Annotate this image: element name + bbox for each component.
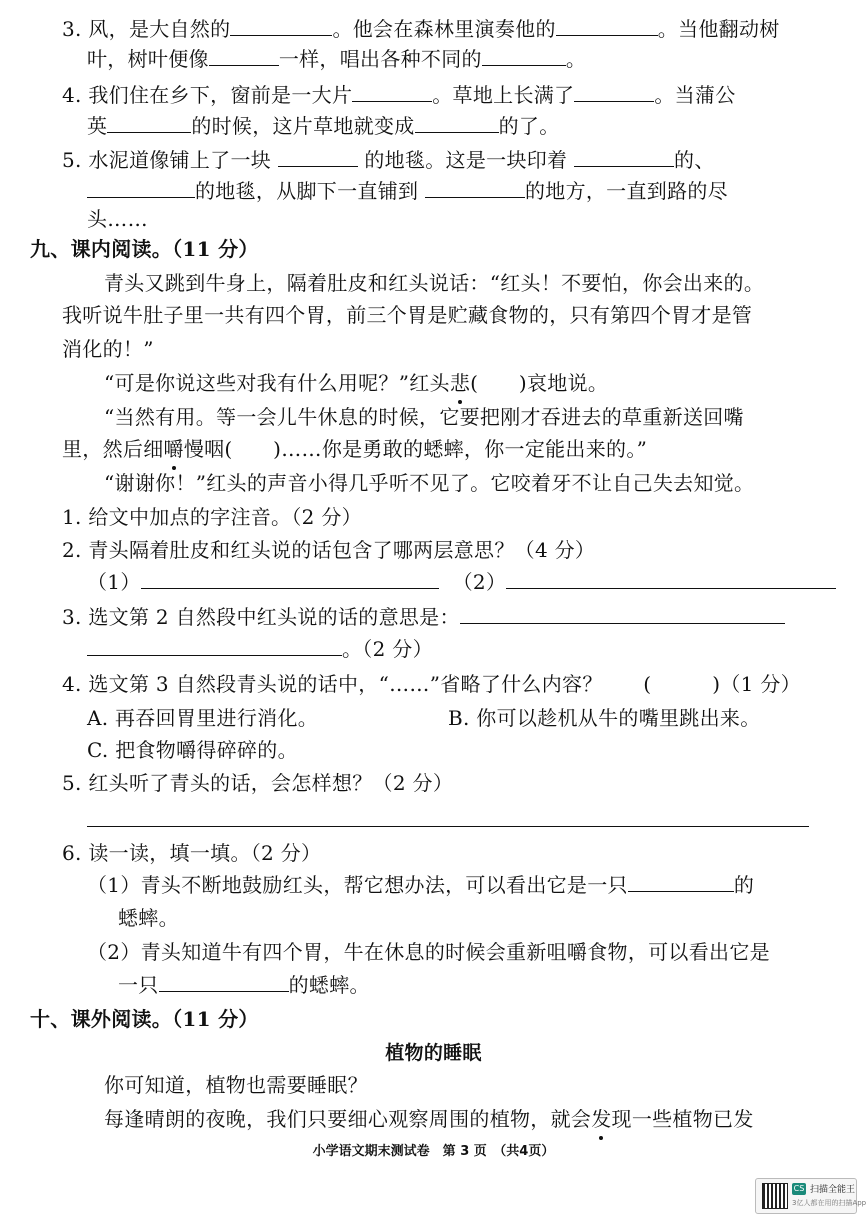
passage-line: 你可知道，植物也需要睡眠？ [104,1073,368,1097]
passage-line: 我听说牛肚子里一共有四个胃，前三个胃是贮藏食物的，只有第四个胃才是管 [62,303,753,327]
text: 3. 风，是大自然的 [62,17,231,41]
passage-line: “当然有用。等一会儿牛休息的时候，它要把刚才吞进去的草重新送回嘴 [104,405,744,429]
q8-item3-line1 [62,14,867,44]
dotted-char: 嚼 [164,434,184,464]
text: 。 [565,47,587,71]
text: 叶，树叶便像 [87,47,209,71]
question-6-1 [87,870,867,900]
passage-line [104,368,867,398]
passage-line: 消化的！” [62,337,154,361]
text: ( )哀地说。 [470,371,609,395]
text: 的地毯。这是一块印着 [357,148,575,172]
text: （2） [452,570,507,594]
q8-item5-line3: 头…… [87,207,148,231]
text: 。当蒲公 [654,83,736,107]
app-tagline: 3亿人都在用的扫描App [792,1199,867,1207]
question-6-2-cont [118,970,867,1000]
text: 5. 水泥道像铺上了一块 [62,148,278,172]
question-4: 4. 选文第 3 自然段青头说的话中，“……”省略了什么内容？ ( )（1 分） [62,672,801,696]
text: 的时候，这片草地就变成 [191,114,415,138]
blank [87,179,195,198]
text: 的蟋蟀。 [288,973,370,997]
page-footer: 小学语文期末测试卷 第 3 页 （共4页） [312,1144,555,1159]
section-heading-9: 九、课内阅读。（11 分） [30,237,259,261]
blank [352,83,432,102]
question-3 [62,602,867,632]
section-heading-10: 十、课外阅读。（11 分） [30,1007,259,1031]
text: 的 [733,873,755,897]
text: 一样，唱出各种不同的 [278,47,482,71]
text: 一只 [118,973,159,997]
text: 英 [87,114,108,138]
option-A: A. 再吞回胃里进行消化。 [87,706,319,730]
question-6-1-cont: 蟋蟀。 [118,906,179,930]
answer-blank[interactable] [159,973,289,992]
blank [574,148,674,167]
text: 的了。 [498,114,560,138]
text: 3. 选文第 2 自然段中红头说的话的意思是： [62,605,460,629]
question-3-cont [87,634,867,664]
q8-item4-line1 [62,80,867,110]
option-C: C. 把食物嚼得碎碎的。 [87,738,298,762]
blank [425,179,525,198]
text: 4. 我们住在乡下，窗前是一大片 [62,83,353,107]
text: 。他会在森林里演奏他的 [332,17,556,41]
qr-code-icon [762,1183,788,1209]
question-2: 2. 青头隔着肚皮和红头说的话包含了哪两层意思？（4 分） [62,538,596,562]
app-logo-icon: CS [793,1184,805,1193]
text: 。（2 分） [342,637,433,661]
passage-line: 青头又跳到牛身上，隔着肚皮和红头说话：“红头！不要怕，你会出来的。 [104,271,765,295]
blank [574,83,654,102]
answer-blank[interactable] [628,873,734,892]
passage-line [104,1104,867,1134]
app-name: 扫描全能王 [810,1185,856,1195]
answer-blank[interactable] [460,605,785,624]
text: 的、 [674,148,715,172]
answer-line[interactable] [87,826,809,827]
question-6: 6. 读一读，填一填。（2 分） [62,841,322,865]
q8-item5-line2 [87,176,867,206]
text: 里，然后细 [62,437,164,461]
q8-item4-line2 [87,111,867,141]
q8-item3-line2 [87,44,867,74]
text: 的地毯，从脚下一直铺到 [195,179,425,203]
text: 每逢晴朗的夜晚，我们只要细心观察周围的植物，就会 [104,1107,592,1131]
scanner-watermark [755,1178,867,1214]
text: “可是你说这些对我有什么用呢？”红头 [104,371,450,395]
text: 。草地上长满了 [432,83,575,107]
text: （1）青头不断地鼓励红头，帮它想办法，可以看出它是一只 [87,873,628,897]
q8-item5-line1 [62,145,867,175]
text: （1） [87,570,141,594]
text: 的地方，一直到路的尽 [524,179,728,203]
answer-blank[interactable] [87,637,342,656]
blank [278,148,358,167]
question-6-2: （2）青头知道牛有四个胃，牛在休息的时候会重新咀嚼食物，可以看出它是 [87,940,770,964]
question-5: 5. 红头听了青头的话，会怎样想？（2 分） [62,771,454,795]
question-1: 1. 给文中加点的字注音。（2 分） [62,505,362,529]
blank [415,114,499,133]
dotted-char: 发 [591,1104,611,1134]
answer-blank[interactable] [141,570,439,589]
question-2-answers [87,567,867,597]
text: 现一些植物已发 [611,1107,754,1131]
option-B: B. 你可以趁机从牛的嘴里跳出来。 [448,706,761,730]
dotted-char: 悲 [450,368,470,398]
text: 。当他翻动树 [657,17,780,41]
blank [209,47,279,66]
passage-line: “谢谢你！”红头的声音小得几乎听不见了。它咬着牙不让自己失去知觉。 [104,471,755,495]
blank [107,114,191,133]
text: 慢咽( )……你是勇敢的蟋蟀，你一定能出来的。” [183,437,648,461]
passage-title: 植物的睡眠 [385,1042,482,1064]
blank [556,17,658,36]
blank [230,17,332,36]
answer-blank[interactable] [506,570,836,589]
passage-line [62,434,867,464]
blank [482,47,566,66]
